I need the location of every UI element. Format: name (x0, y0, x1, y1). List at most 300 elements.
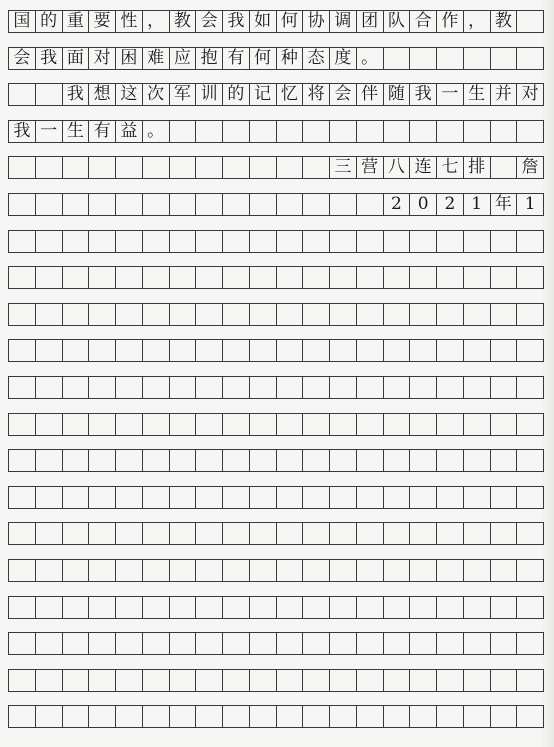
grid-row (8, 449, 544, 472)
grid-cell: 次 (143, 84, 170, 105)
grid-cell (410, 304, 437, 325)
grid-cell (9, 340, 36, 361)
grid-cell: 的 (36, 11, 63, 32)
grid-cell (170, 267, 197, 288)
grid-cell (89, 340, 116, 361)
grid-cell (36, 157, 63, 178)
grid-cell (250, 450, 277, 471)
grid-cell (143, 304, 170, 325)
grid-cell (303, 377, 330, 398)
grid-cell (36, 597, 63, 618)
grid-cell (330, 450, 357, 471)
grid-cell: 连 (410, 157, 437, 178)
grid-cell (9, 414, 36, 435)
grid-cell (196, 377, 223, 398)
grid-cell (437, 633, 464, 654)
grid-cell (170, 414, 197, 435)
grid-cell (170, 706, 197, 727)
grid-cell (303, 267, 330, 288)
grid-cell (143, 487, 170, 508)
grid-cell (303, 523, 330, 544)
grid-cell: 0 (410, 194, 437, 215)
grid-cell: 。 (357, 48, 384, 69)
grid-cell (357, 231, 384, 252)
grid-row (8, 120, 544, 143)
grid-cell (410, 377, 437, 398)
grid-cell (170, 523, 197, 544)
grid-cell (196, 633, 223, 654)
grid-cell (116, 523, 143, 544)
grid-cell (464, 450, 491, 471)
grid-cell (36, 231, 63, 252)
grid-cell: 教 (170, 11, 197, 32)
grid-cell (116, 377, 143, 398)
grid-cell (116, 670, 143, 691)
grid-cell (170, 670, 197, 691)
grid-cell (384, 48, 411, 69)
grid-cell (143, 414, 170, 435)
grid-cell (464, 487, 491, 508)
grid-cell (170, 231, 197, 252)
grid-row (8, 559, 544, 582)
grid-cell (196, 487, 223, 508)
grid-cell (277, 304, 304, 325)
grid-cell (36, 194, 63, 215)
grid-cell (143, 157, 170, 178)
grid-cell (36, 450, 63, 471)
grid-cell: 态 (303, 48, 330, 69)
grid-cell (464, 414, 491, 435)
grid-cell (277, 231, 304, 252)
grid-cell (464, 597, 491, 618)
grid-cell (223, 633, 250, 654)
grid-cell (330, 231, 357, 252)
grid-cell: 这 (116, 84, 143, 105)
grid-cell: 伴 (357, 84, 384, 105)
grid-cell (223, 194, 250, 215)
grid-cell: 教 (491, 11, 518, 32)
grid-cell (410, 267, 437, 288)
grid-cell (277, 267, 304, 288)
grid-row (8, 339, 544, 362)
grid-cell (9, 84, 36, 105)
grid-cell (491, 157, 518, 178)
grid-cell (303, 487, 330, 508)
grid-cell (357, 304, 384, 325)
grid-cell (250, 231, 277, 252)
grid-cell (9, 194, 36, 215)
grid-cell: 2 (437, 194, 464, 215)
grid-cell (250, 121, 277, 142)
grid-cell (357, 121, 384, 142)
grid-row (8, 193, 544, 216)
grid-cell (491, 706, 518, 727)
grid-cell: 我 (36, 48, 63, 69)
grid-cell (116, 194, 143, 215)
grid-cell: 我 (63, 84, 90, 105)
grid-row (8, 705, 544, 728)
grid-cell (357, 194, 384, 215)
grid-cell (143, 633, 170, 654)
grid-cell (491, 121, 518, 142)
grid-cell: 生 (63, 121, 90, 142)
grid-cell: 1 (524, 194, 536, 214)
grid-cell (357, 450, 384, 471)
grid-cell (464, 560, 491, 581)
grid-cell (116, 340, 143, 361)
grid-row (8, 596, 544, 619)
grid-cell (277, 377, 304, 398)
grid-cell (384, 121, 411, 142)
grid-cell: 记 (250, 84, 277, 105)
grid-cell (303, 670, 330, 691)
grid-cell (143, 597, 170, 618)
grid-cell (464, 377, 491, 398)
grid-cell (330, 523, 357, 544)
grid-cell (491, 267, 518, 288)
grid-cell (384, 487, 411, 508)
grid-cell (437, 597, 464, 618)
grid-cell (303, 157, 330, 178)
grid-cell (170, 304, 197, 325)
grid-cell (250, 597, 277, 618)
grid-cell: 军 (170, 84, 197, 105)
grid-cell: 有 (223, 48, 250, 69)
grid-cell (330, 267, 357, 288)
grid-cell (330, 560, 357, 581)
grid-cell (170, 560, 197, 581)
grid-cell (223, 487, 250, 508)
grid-cell (116, 450, 143, 471)
grid-cell (250, 194, 277, 215)
grid-cell (303, 633, 330, 654)
grid-cell (89, 194, 116, 215)
grid-cell (116, 706, 143, 727)
grid-cell: 调 (330, 11, 357, 32)
grid-cell (223, 597, 250, 618)
grid-cell (330, 597, 357, 618)
grid-cell (170, 157, 197, 178)
grid-cell (464, 48, 491, 69)
grid-cell (384, 706, 411, 727)
grid-cell: 团 (357, 11, 384, 32)
grid-cell: 忆 (277, 84, 304, 105)
grid-cell (277, 487, 304, 508)
grid-cell (357, 523, 384, 544)
grid-cell (464, 523, 491, 544)
grid-cell (357, 487, 384, 508)
grid-row (8, 47, 544, 70)
grid-cell (410, 414, 437, 435)
grid-cell (303, 304, 330, 325)
grid-cell: 的 (223, 84, 250, 105)
grid-row (8, 669, 544, 692)
grid-cell (89, 706, 116, 727)
grid-cell (464, 706, 491, 727)
grid-cell (223, 157, 250, 178)
grid-cell (143, 340, 170, 361)
grid-cell (277, 414, 304, 435)
grid-cell (9, 523, 36, 544)
grid-cell: 会 (196, 11, 223, 32)
grid-cell: 国 (9, 11, 36, 32)
grid-cell (491, 450, 518, 471)
grid-cell (89, 670, 116, 691)
grid-cell (491, 231, 518, 252)
grid-cell (437, 706, 464, 727)
grid-cell (196, 121, 223, 142)
grid-cell (36, 84, 63, 105)
grid-cell (63, 157, 90, 178)
grid-cell: 训 (196, 84, 223, 105)
grid-cell (303, 560, 330, 581)
grid-cell (196, 450, 223, 471)
grid-cell (303, 194, 330, 215)
grid-cell (303, 414, 330, 435)
grid-cell (410, 597, 437, 618)
grid-cell (143, 706, 170, 727)
grid-cell (223, 450, 250, 471)
grid-cell (250, 670, 277, 691)
grid-cell (89, 450, 116, 471)
grid-cell (63, 267, 90, 288)
grid-cell (437, 487, 464, 508)
grid-cell (437, 523, 464, 544)
grid-cell (116, 487, 143, 508)
grid-cell (170, 450, 197, 471)
grid-cell (491, 414, 518, 435)
grid-cell (464, 633, 491, 654)
grid-cell (357, 414, 384, 435)
grid-cell (196, 231, 223, 252)
grid-cell: 排 (464, 157, 491, 178)
grid-cell: 度 (330, 48, 357, 69)
grid-cell (63, 487, 90, 508)
grid-cell (277, 194, 304, 215)
grid-cell (330, 340, 357, 361)
grid-cell (196, 304, 223, 325)
grid-cell (196, 523, 223, 544)
grid-cell (89, 560, 116, 581)
grid-cell (223, 377, 250, 398)
grid-row (8, 156, 544, 179)
grid-cell (384, 231, 411, 252)
grid-cell (143, 670, 170, 691)
grid-cell: 合 (410, 11, 437, 32)
grid-cell (170, 121, 197, 142)
grid-cell (464, 267, 491, 288)
grid-cell (330, 706, 357, 727)
grid-cell: 并 (491, 84, 518, 105)
grid-cell (410, 633, 437, 654)
grid-cell (223, 121, 250, 142)
grid-cell (223, 523, 250, 544)
grid-cell (437, 340, 464, 361)
grid-cell (384, 377, 411, 398)
grid-cell (170, 194, 197, 215)
grid-cell (196, 560, 223, 581)
grid-cell (223, 670, 250, 691)
grid-cell: 队 (384, 11, 411, 32)
grid-cell (277, 633, 304, 654)
grid-cell (357, 377, 384, 398)
grid-cell (277, 450, 304, 471)
grid-cell (89, 487, 116, 508)
grid-cell: 对 (89, 48, 116, 69)
grid-cell (277, 340, 304, 361)
grid-cell (223, 414, 250, 435)
grid-cell (277, 597, 304, 618)
grid-cell (437, 414, 464, 435)
grid-cell (384, 304, 411, 325)
grid-cell: 何 (250, 48, 277, 69)
grid-cell (196, 340, 223, 361)
grid-cell (437, 121, 464, 142)
grid-cell: 何 (277, 11, 304, 32)
grid-cell (437, 267, 464, 288)
grid-cell (330, 633, 357, 654)
grid-cell (63, 414, 90, 435)
grid-cell (384, 267, 411, 288)
grid-cell (357, 597, 384, 618)
grid-cell (303, 340, 330, 361)
grid-cell (410, 450, 437, 471)
grid-cell (89, 633, 116, 654)
grid-cell (330, 304, 357, 325)
grid-cell (250, 706, 277, 727)
grid-cell: 面 (63, 48, 90, 69)
grid-cell (250, 487, 277, 508)
grid-cell (491, 48, 518, 69)
grid-cell: 我 (410, 84, 437, 105)
grid-cell (491, 377, 518, 398)
grid-cell (250, 560, 277, 581)
grid-cell (384, 340, 411, 361)
grid-cell (89, 377, 116, 398)
grid-cell (89, 597, 116, 618)
grid-cell (9, 633, 36, 654)
grid-cell (303, 231, 330, 252)
grid-cell (330, 487, 357, 508)
grid-cell (410, 340, 437, 361)
grid-cell (437, 304, 464, 325)
grid-cell (223, 304, 250, 325)
grid-cell (384, 414, 411, 435)
grid-cell (384, 670, 411, 691)
grid-cell (9, 157, 36, 178)
grid-cell (36, 377, 63, 398)
grid-cell (170, 340, 197, 361)
grid-cell (384, 597, 411, 618)
grid-cell: 重 (63, 11, 90, 32)
grid-cell (357, 706, 384, 727)
grid-cell (196, 414, 223, 435)
grid-cell (63, 670, 90, 691)
grid-cell: 我 (9, 121, 36, 142)
grid-cell: 三 (330, 157, 357, 178)
grid-cell: 对 (521, 84, 539, 105)
grid-cell (410, 560, 437, 581)
grid-cell (223, 267, 250, 288)
grid-cell (196, 267, 223, 288)
grid-cell (116, 414, 143, 435)
grid-cell (464, 121, 491, 142)
grid-cell (491, 487, 518, 508)
grid-cell (116, 597, 143, 618)
grid-cell (36, 304, 63, 325)
grid-cell (9, 450, 36, 471)
grid-cell (384, 633, 411, 654)
grid-cell (170, 377, 197, 398)
grid-cell: 抱 (196, 48, 223, 69)
grid-cell: 七 (437, 157, 464, 178)
grid-cell (89, 414, 116, 435)
grid-cell: 一 (437, 84, 464, 105)
grid-cell (116, 231, 143, 252)
grid-row (8, 376, 544, 399)
grid-cell (250, 633, 277, 654)
grid-cell: 要 (89, 11, 116, 32)
grid-cell (63, 194, 90, 215)
grid-cell (63, 706, 90, 727)
grid-cell (357, 267, 384, 288)
grid-cell (277, 560, 304, 581)
grid-cell (9, 304, 36, 325)
grid-cell (36, 560, 63, 581)
grid-cell (9, 231, 36, 252)
grid-cell (437, 48, 464, 69)
grid-cell (89, 523, 116, 544)
grid-cell (437, 450, 464, 471)
grid-cell (196, 194, 223, 215)
grid-cell (36, 706, 63, 727)
grid-cell (250, 377, 277, 398)
grid-cell (116, 267, 143, 288)
grid-cell: 我 (223, 11, 250, 32)
grid-cell: 詹 (521, 157, 539, 178)
grid-cell (491, 523, 518, 544)
grid-cell (330, 670, 357, 691)
grid-cell (63, 304, 90, 325)
grid-cell (277, 706, 304, 727)
grid-cell (63, 560, 90, 581)
grid-cell: 年 (491, 194, 518, 215)
grid-cell (277, 670, 304, 691)
grid-row (8, 486, 544, 509)
grid-cell (89, 267, 116, 288)
grid-cell: 将 (303, 84, 330, 105)
grid-cell (250, 523, 277, 544)
grid-cell (277, 121, 304, 142)
grid-cell (116, 633, 143, 654)
grid-cell (464, 670, 491, 691)
grid-cell (223, 231, 250, 252)
grid-cell (250, 267, 277, 288)
grid-cell (36, 414, 63, 435)
grid-cell: 会 (330, 84, 357, 105)
grid-cell (143, 523, 170, 544)
grid-cell (250, 304, 277, 325)
grid-row (8, 632, 544, 655)
grid-cell (437, 377, 464, 398)
grid-cell (196, 670, 223, 691)
grid-cell (303, 706, 330, 727)
grid-cell (36, 267, 63, 288)
grid-cell (63, 523, 90, 544)
grid-cell (9, 267, 36, 288)
grid-cell: 想 (89, 84, 116, 105)
grid-cell: 难 (143, 48, 170, 69)
